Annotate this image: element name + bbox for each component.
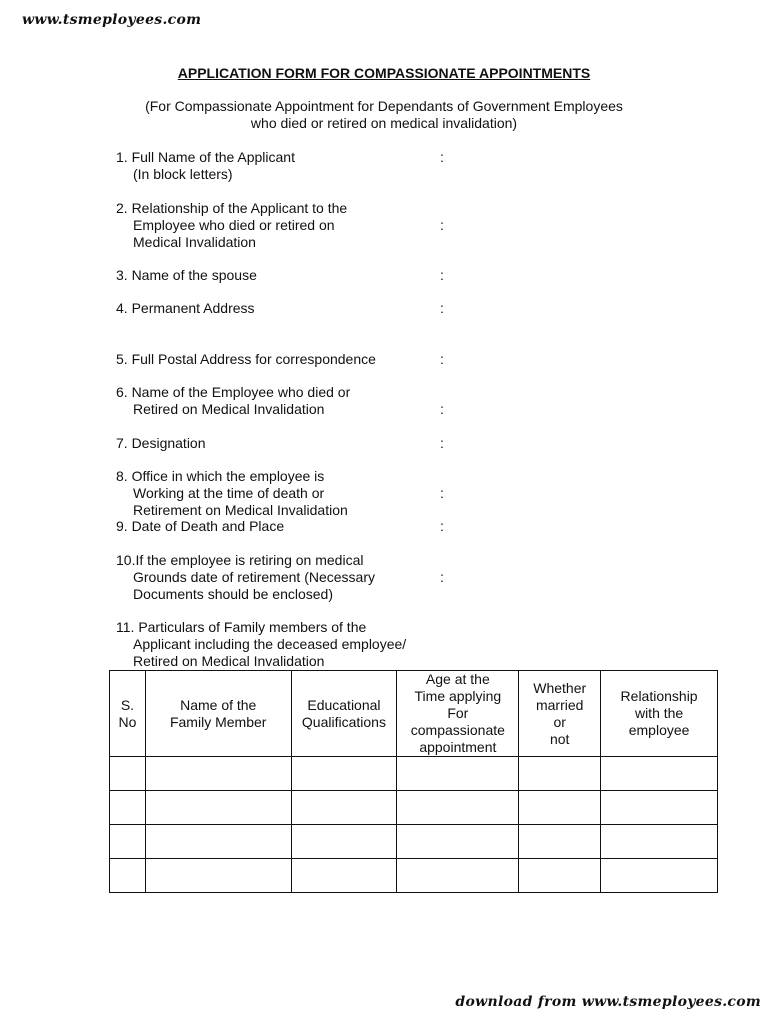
field-label: 7. Designation <box>116 435 206 451</box>
table-cell[interactable] <box>291 757 397 791</box>
field-label: (In block letters) <box>133 166 233 182</box>
header-sno: S. No <box>110 671 146 757</box>
table-cell[interactable] <box>291 791 397 825</box>
field-colon: : <box>440 485 444 501</box>
table-row <box>110 757 718 791</box>
table-cell[interactable] <box>601 757 718 791</box>
table-cell[interactable] <box>601 825 718 859</box>
table-row <box>110 825 718 859</box>
table-cell[interactable] <box>519 825 601 859</box>
header-educational-qualifications: Educational Qualifications <box>291 671 397 757</box>
table-cell[interactable] <box>145 825 291 859</box>
field-label: Documents should be enclosed) <box>133 586 334 602</box>
field-label: 5. Full Postal Address for correspondence <box>116 351 376 367</box>
table-cell[interactable] <box>397 791 519 825</box>
field-colon: : <box>440 300 444 316</box>
field-colon: : <box>440 217 444 233</box>
field-colon: : <box>440 149 444 165</box>
table-cell[interactable] <box>519 859 601 893</box>
table-cell[interactable] <box>519 791 601 825</box>
field-label: 1. Full Name of the Applicant <box>116 149 295 165</box>
field-label: Employee who died or retired on <box>133 217 335 233</box>
site-url-footer: download from www.tsmeployees.com <box>455 994 761 1010</box>
field-relationship <box>116 200 456 251</box>
field-spouse <box>116 267 456 284</box>
table-row <box>110 791 718 825</box>
form-title: APPLICATION FORM FOR COMPASSIONATE APPOINTMENTS <box>177 65 591 81</box>
header-married: Whether married or not <box>519 671 601 757</box>
field-label: 3. Name of the spouse <box>116 267 257 283</box>
field-label: Working at the time of death or <box>133 485 325 501</box>
table-cell[interactable] <box>291 859 397 893</box>
field-office <box>116 468 456 519</box>
subtitle-line: who died or retired on medical invalidation) <box>250 115 518 131</box>
form-subtitle <box>0 98 768 132</box>
table-cell[interactable] <box>110 859 146 893</box>
header-relationship: Relationship with the employee <box>601 671 718 757</box>
field-postal-address <box>116 351 456 368</box>
table-cell[interactable] <box>145 791 291 825</box>
field-label: Grounds date of retirement (Necessary <box>133 569 375 585</box>
field-colon: : <box>440 401 444 417</box>
field-full-name <box>116 149 456 183</box>
field-family-particulars <box>116 619 456 670</box>
field-label: 4. Permanent Address <box>116 300 255 316</box>
header-age: Age at the Time applying For compassionate appointment <box>397 671 519 757</box>
field-label: 11. Particulars of Family members of the <box>116 619 367 635</box>
header-family-member-name: Name of the Family Member <box>145 671 291 757</box>
field-designation <box>116 435 456 452</box>
field-colon: : <box>440 435 444 451</box>
table-cell[interactable] <box>110 825 146 859</box>
table-cell[interactable] <box>397 757 519 791</box>
table-cell[interactable] <box>601 791 718 825</box>
field-label: Retirement on Medical Invalidation <box>133 502 348 518</box>
field-retirement-date <box>116 552 456 603</box>
table-row <box>110 859 718 893</box>
field-colon: : <box>440 351 444 367</box>
table-cell[interactable] <box>110 757 146 791</box>
family-members-table <box>109 670 718 893</box>
field-label: Retired on Medical Invalidation <box>133 653 325 669</box>
field-label: 9. Date of Death and Place <box>116 518 285 534</box>
field-date-of-death <box>116 518 456 535</box>
site-url-header: www.tsmeployees.com <box>22 12 202 28</box>
field-label: 8. Office in which the employee is <box>116 468 325 484</box>
table-header-row <box>110 671 718 757</box>
field-colon: : <box>440 267 444 283</box>
table-cell[interactable] <box>397 859 519 893</box>
field-label: 6. Name of the Employee who died or <box>116 384 351 400</box>
table-cell[interactable] <box>145 859 291 893</box>
table-cell[interactable] <box>519 757 601 791</box>
field-label: Medical Invalidation <box>133 234 256 250</box>
table-cell[interactable] <box>291 825 397 859</box>
table-cell[interactable] <box>601 859 718 893</box>
field-label: 2. Relationship of the Applicant to the <box>116 200 348 216</box>
field-permanent-address <box>116 300 456 317</box>
field-employee-name <box>116 384 456 418</box>
table-cell[interactable] <box>110 791 146 825</box>
field-colon: : <box>440 569 444 585</box>
table-cell[interactable] <box>397 825 519 859</box>
subtitle-line: (For Compassionate Appointment for Dependants of Government Employees <box>145 98 623 114</box>
field-label: Applicant including the deceased employee/ <box>133 636 407 652</box>
field-colon: : <box>440 518 444 534</box>
field-label: 10.If the employee is retiring on medical <box>116 552 364 568</box>
field-label: Retired on Medical Invalidation <box>133 401 325 417</box>
table-cell[interactable] <box>145 757 291 791</box>
